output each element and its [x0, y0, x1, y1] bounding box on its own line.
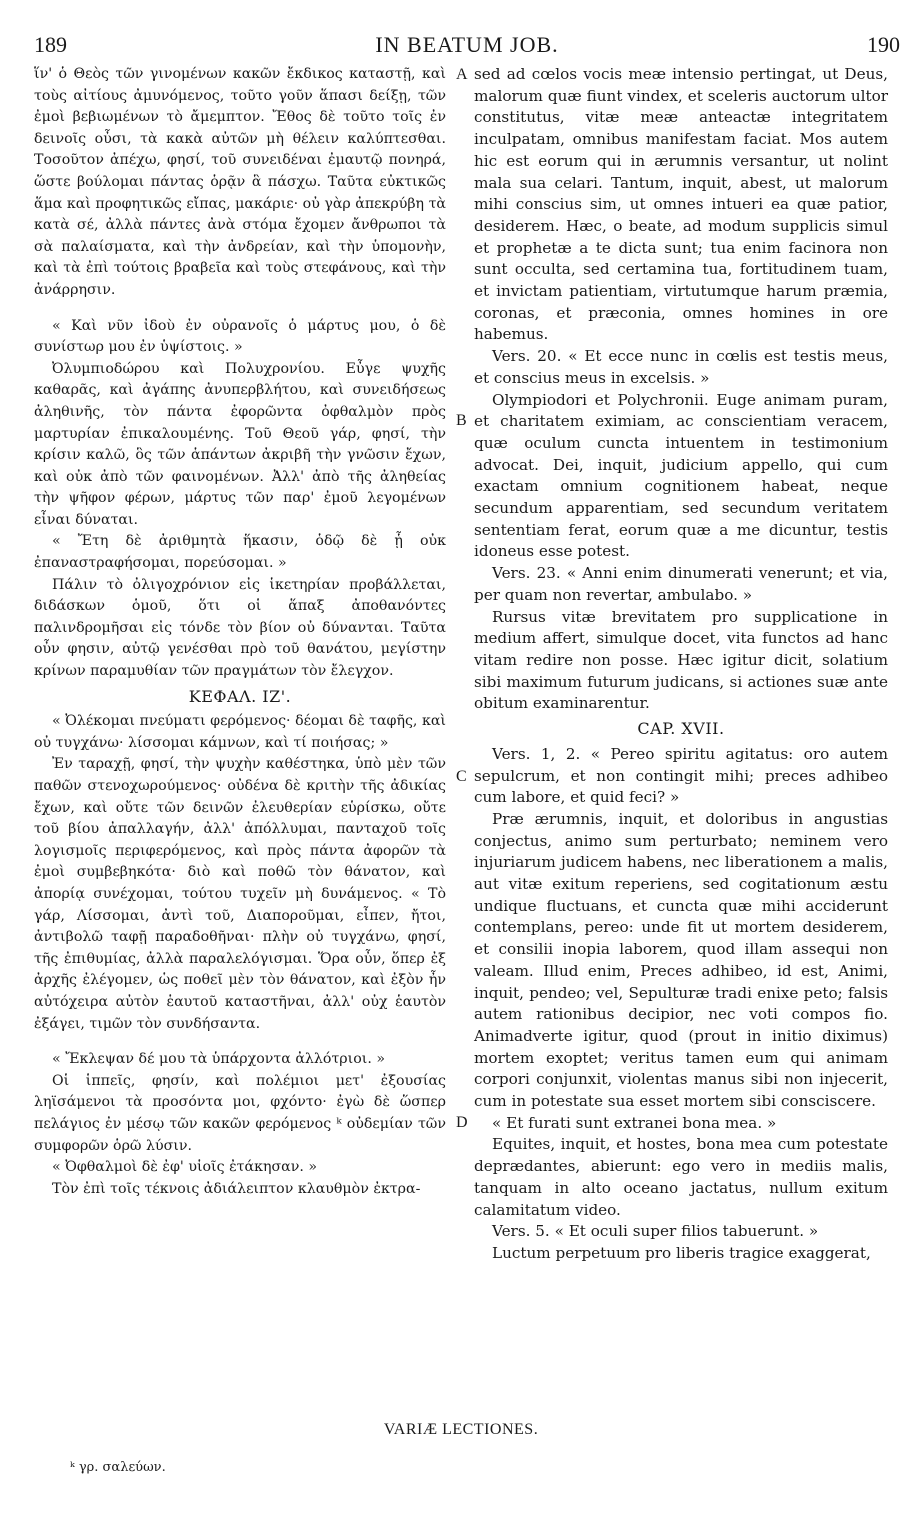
- greek-spacer: [34, 302, 446, 316]
- greek-paragraph: « Ἔτη δὲ ἀριθμητὰ ἥκασιν, ὁδῷ δὲ ᾗ οὐκ ἐπαναστραφήσομαι, πορεύσομαι. »: [34, 533, 446, 572]
- latin-paragraph: sed ad cœlos vocis meæ intensio pertingat, ut Deus, malorum quæ fiunt vindex, et sceleris auctorum ultor constitutus, vitæ meæ anteactæ integritatem inculpatam, omnibus manifestam faciat. Mos autem hic est eorum qui in ærumnis versantur, ut nolint mala sua celari. Tantum, inquit, abest, ut malorum mihi conscius sim, ut omnes intueri ea quæ patior, desiderem. Hæc, o beate, ad modum supplicis simul et prophetæ a te dicta sunt; tua enim facinora non sunt occulta, sed certamina tua, fortitudinem tuam, et invictam patientiam, virtutumque harum præmia, coronas, et præconia, omnes homines in ore habemus.: [474, 65, 888, 344]
- greek-paragraph: Ὀλυμπιοδώρου καὶ Πολυχρονίου. Εὖγε ψυχῆς καθαρᾶς, καὶ ἀγάπης ἀνυπερβλήτου, καὶ συνειδήσεως ἀληθινῆς, τὸν πάντα ἐφορῶντα ὀφθαλμὸν πρὸς μαρτυρίαν ἐπικαλουμένης. Τοῦ Θεοῦ γάρ, φησί, τὴν κρίσιν καλῶ, ὃς τῶν ἁπάντων ἀκριβῆ τὴν γνῶσιν ἔχων, καὶ οὐκ ἀπὸ τῶν φαινομένων. Ἀλλ' ἀπὸ τῆς ἀληθείας τὴν ψῆφον φέρων, μάρτυς τῶν παρ' ἐμοῦ λεγομένων εἶναι δύναται.: [34, 360, 446, 528]
- latin-paragraph: Vers. 20. « Et ecce nunc in cœlis est testis meus, et conscius meus in excelsis. »: [474, 347, 888, 387]
- variae-lectiones-title: VARIÆ LECTIONES.: [383, 1421, 539, 1438]
- greek-paragraph: « Καὶ νῦν ἰδοὺ ἐν οὐρανοῖς ὁ μάρτυς μου, ὁ δὲ συνίστωρ μου ἐν ὑψίστοις. »: [34, 317, 446, 356]
- latin-paragraph: Rursus vitæ brevitatem pro supplicatione in medium affert, simulque docet, vita functos ad hanc vitam redire non posse. Hæc igitur dicit, solatium sibi maximum futurum judicans, si actiones suæ ante obitum examinarentur.: [474, 607, 888, 713]
- running-header: [34, 32, 900, 60]
- greek-spacer: [34, 1035, 446, 1049]
- greek-paragraph: Τὸν ἐπὶ τοῖς τέκνοις ἀδιάλειπτον κλαυθμὸν ἐκτρα-: [52, 1180, 421, 1197]
- latin-paragraph: Vers. 1, 2. « Pereo spiritu agitatus: oro autem sepulcrum, et non contingit mihi; preces adhibeo cum labore, et quid feci? »: [474, 744, 888, 807]
- page-number-right: 190: [867, 32, 900, 57]
- latin-paragraph: Præ ærumnis, inquit, et doloribus in angustias conjectus, animo sum perturbato; neminem vero injuriarum judicem habens, nec liberationem a malis, aut vitæ exitum reperiens, sed cogitationum æstu undique fluctuans, et cuncta quæ mihi acciderunt contemplans, pereo: unde fit ut mortem desiderem, et consilii inopia laborem, quod illam assequi non valeam. Illud enim, Preces adhibeo, id est, Animi, inquit, pendeo; vel, Sepulturæ tradi enixe peto; falsis autem rationibus decipior, nec voti compos fio. Animadverte igitur, quod (prout in initio diximus) mortem exoptet; veritus tamen eum qui animam corpori conjunxit, violentas manus sibi non injecerit, cum in potestate sua esset mortem sibi consciscere.: [474, 809, 888, 1111]
- greek-paragraph: ἵν' ὁ Θεὸς τῶν γινομένων κακῶν ἔκδικος καταστῇ, καὶ τοὺς αἰτίους ἀμυνόμενος, τοῦτο γοῦν ἅπασι δείξῃ, τῶν ἐμοὶ βεβιωμένων τὸ ἄμεμπτον. Ἔθος δὲ τοῦτο τοῖς ἐν δεινοῖς οὖσι, τὰ κακὰ αὐτῶν μὴ θέλειν καλύπτεσθαι. Τοσοῦτον ἀπέχω, φησί, τοῦ συνειδέναι ἐμαυτῷ πονηρά, ὥστε βούλομαι πάντας ὁρᾷν ἃ πάσχω. Ταῦτα εὐκτικῶς ἅμα καὶ προφητικῶς εἴπας, μακάριε· οὐ γὰρ ἀπεκρύβη τὰ κατὰ σέ, ἀλλὰ πάντες ἀνὰ στόμα ἔχομεν ἄνθρωποι τὰ σὰ παλαίσματα, καὶ τὴν ἀνδρείαν, καὶ τὴν ὑπομονὴν, καὶ τὰ ἐπὶ τούτοις βραβεῖα καὶ τοὺς στεφάνους, καὶ τὴν ἀνάρρησιν.: [34, 66, 446, 298]
- footnote: ᵏ γρ. σαλεύων.: [70, 1460, 166, 1475]
- running-title: IN BEATUM JOB.: [375, 32, 559, 57]
- greek-paragraph: Ἐν ταραχῇ, φησί, τὴν ψυχὴν καθέστηκα, ὑπὸ μὲν τῶν παθῶν στενοχωρούμενος· οὐδένα δὲ κριτὴν τῆς ἀδικίας ἔχων, καὶ οὔτε τῶν δεινῶν ἐλευθερίαν εὑρίσκω, οὔτε τοῦ βίου ἀπαλλαγήν, ἀλλ' ἀπόλλυμαι, πανταχοῦ τοῖς λογισμοῖς περιφερόμενος, καὶ πρὸς πάντα ἀφορῶν τὰ ἐμοὶ συμβεβηκότα· διὸ καὶ ποθῶ τὸν θάνατον, καὶ ἀπορίᾳ συνέχομαι, τούτου τυχεῖν μὴ δυνάμενος. « Τὸ γάρ, Λίσσομαι, ἀντὶ τοῦ, Διαποροῦμαι, εἶπεν, ἤτοι, ἀντιβολῶ ταφῇ παραδοθῆναι· πλὴν οὐ τυγχάνω, φησί, τῆς ἐπιθυμίας, ἀλλὰ παραλελόγισμαι. Ὅρα οὖν, ὅπερ ἐξ ἀρχῆς ἐλέγομεν, ὡς ποθεῖ μὲν τὸν θάνατον, καὶ ἐξὸν ἦν αὐτόχειρα αὐτὸν ἑαυτοῦ καταστῆναι, ἀλλ' οὐχ ἑαυτὸν ἐξάγει, τιμῶν τὸν συνδήσαντα.: [34, 756, 446, 1032]
- latin-paragraph: Vers. 23. « Anni enim dinumerati venerunt; et via, per quam non revertar, ambulabo. »: [474, 564, 888, 604]
- greek-chapter-heading: ΚΕΦΑΛ. ΙΖ'.: [188, 686, 292, 706]
- margin-marker-b: B: [456, 412, 467, 429]
- greek-paragraph: « Ὀλέκομαι πνεύματι φερόμενος· δέομαι δὲ ταφῆς, καὶ οὐ τυγχάνω· λίσσομαι κάμνων, καὶ τί ποιήσας; »: [34, 713, 446, 751]
- margin-marker-d: D: [456, 1114, 468, 1131]
- latin-column: [474, 64, 888, 1265]
- margin-marker-c: C: [456, 768, 467, 785]
- greek-paragraph: « Ἔκλεψαν δέ μου τὰ ὑπάρχοντα ἀλλότριοι. »: [52, 1051, 386, 1068]
- latin-paragraph: Vers. 5. « Et oculi super filios tabuerunt. »: [492, 1222, 819, 1241]
- latin-paragraph: « Et furati sunt extranei bona mea. »: [492, 1113, 777, 1132]
- latin-paragraph: Luctum perpetuum pro liberis tragice exaggerat,: [492, 1243, 871, 1262]
- latin-paragraph: Equites, inquit, et hostes, bona mea cum potestate deprædantes, abierunt: ego vero in mediis malis, tanquam in alto oceano jactatus, nullum exitum calamitatum video.: [474, 1135, 888, 1219]
- latin-paragraph: Olympiodori et Polychronii. Euge animam puram, et charitatem eximiam, ac conscientiam veracem, quæ oculum cuncta intuentem in testimonium advocat. Dei, inquit, judicium appello, qui cum exactam omnium cognitionem habeat, neque secundum apparentiam, sed secundum veritatem sententiam ferat, eorum quæ a me dicuntur, testis idoneus esse potest.: [474, 390, 888, 561]
- greek-paragraph: « Ὀφθαλμοὶ δὲ ἐφ' υἱοῖς ἐτάκησαν. »: [52, 1159, 318, 1176]
- latin-chapter-heading: CAP. XVII.: [637, 719, 725, 739]
- greek-column: [34, 64, 446, 1200]
- greek-paragraph: Οἱ ἱππεῖς, φησίν, καὶ πολέμιοι μετ' ἐξουσίας ληϊσάμενοι τὰ προσόντα μοι, φχόντο· ἐγὼ δὲ ὥσπερ πελάγιος ἐν μέσῳ τῶν κακῶν φερόμενος ᵏ οὐδεμίαν τῶν συμφορῶν ὁρῶ λύσιν.: [34, 1072, 446, 1154]
- greek-paragraph: Πάλιν τὸ ὀλιγοχρόνιον εἰς ἱκετηρίαν προβάλλεται, διδάσκων ὁμοῦ, ὅτι οἱ ἅπαξ ἀποθανόντες παλινδρομῆσαι εἰς τόνδε τὸν βίον οὐ δύνανται. Ταῦτα οὖν φησιν, αὐτῷ γενέσθαι πρὸ τοῦ θανάτου, μεγίστην κρίνων παραμυθίαν τῶν πραγμάτων τὸν ἔλεγχον.: [34, 576, 446, 680]
- margin-marker-a: A: [456, 66, 468, 83]
- page-number-left: 189: [34, 32, 67, 57]
